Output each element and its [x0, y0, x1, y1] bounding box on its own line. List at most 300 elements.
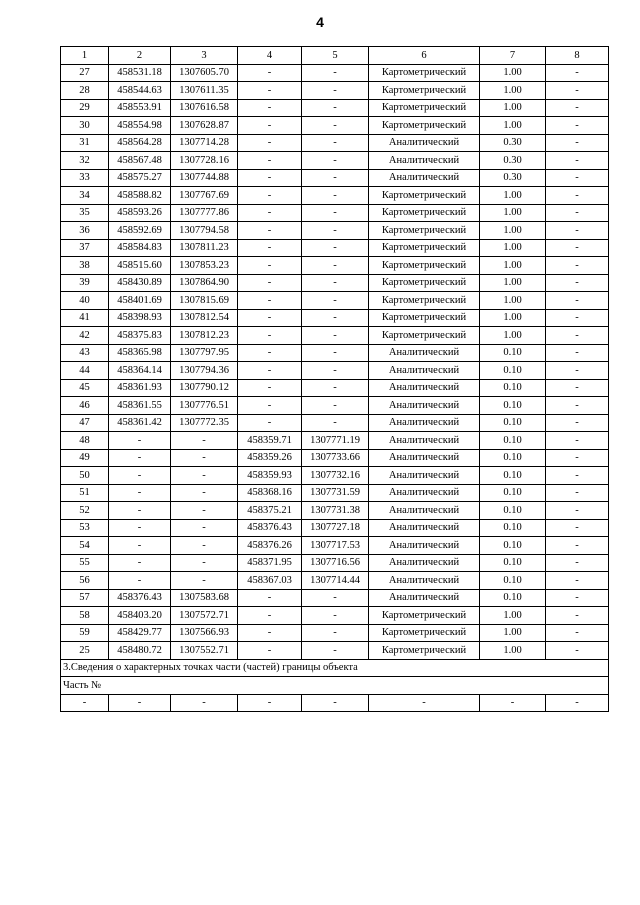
table-cell: 53	[61, 519, 109, 537]
table-cell: -	[238, 99, 302, 117]
table-cell: Картометрический	[369, 257, 480, 275]
table-cell: 1307566.93	[171, 624, 238, 642]
table-cell: 33	[61, 169, 109, 187]
table-cell: Аналитический	[369, 467, 480, 485]
table-cell: 458375.21	[238, 502, 302, 520]
section3-heading-row	[61, 659, 609, 677]
table-cell: 1307797.95	[171, 344, 238, 362]
table-cell: 1.00	[480, 274, 546, 292]
table-cell: 29	[61, 99, 109, 117]
table-cell: -	[546, 274, 609, 292]
table-cell: 1307552.71	[171, 642, 238, 660]
table-cell: 0.10	[480, 397, 546, 415]
table-row	[61, 309, 609, 327]
table-cell: 458371.95	[238, 554, 302, 572]
table-cell: Аналитический	[369, 152, 480, 170]
table-cell: Картометрический	[369, 642, 480, 660]
table-cell: 1307727.18	[302, 519, 369, 537]
table-cell: -	[546, 99, 609, 117]
table-cell: -	[546, 292, 609, 310]
table-cell: 44	[61, 362, 109, 380]
table-cell: -	[302, 134, 369, 152]
table-cell: -	[171, 432, 238, 450]
table-row	[61, 82, 609, 100]
table-cell: -	[109, 502, 171, 520]
table-cell: Картометрический	[369, 117, 480, 135]
table-cell: -	[302, 397, 369, 415]
table-cell: 1307728.16	[171, 152, 238, 170]
table-cell: 0.10	[480, 519, 546, 537]
table-cell: 1.00	[480, 204, 546, 222]
table-cell: -	[302, 257, 369, 275]
table-cell: Аналитический	[369, 449, 480, 467]
table-row	[61, 572, 609, 590]
table-cell: 0.10	[480, 449, 546, 467]
header-row	[61, 47, 609, 65]
table-cell: 0.10	[480, 432, 546, 450]
table-cell: -	[171, 694, 238, 712]
table-cell: 458368.16	[238, 484, 302, 502]
table-row	[61, 134, 609, 152]
table-cell: -	[546, 362, 609, 380]
table-cell: 1307771.19	[302, 432, 369, 450]
table-cell: Аналитический	[369, 537, 480, 555]
table-cell: 1.00	[480, 64, 546, 82]
table-row	[61, 204, 609, 222]
table-cell: 1307767.69	[171, 187, 238, 205]
table-cell: 1307777.86	[171, 204, 238, 222]
table-cell: -	[238, 82, 302, 100]
table-cell: -	[546, 589, 609, 607]
table-cell: 1.00	[480, 82, 546, 100]
table-cell: Картометрический	[369, 607, 480, 625]
table-cell: -	[238, 589, 302, 607]
table-cell: 54	[61, 537, 109, 555]
table-cell: -	[238, 397, 302, 415]
table-cell: 1.00	[480, 239, 546, 257]
table-cell: 458584.83	[109, 239, 171, 257]
table-cell: 458376.43	[238, 519, 302, 537]
table-row	[61, 432, 609, 450]
section3-body	[61, 659, 609, 712]
table-row	[61, 187, 609, 205]
table-row	[61, 257, 609, 275]
table-cell: -	[238, 344, 302, 362]
table-cell: 59	[61, 624, 109, 642]
table-cell: -	[302, 82, 369, 100]
table-cell: 458376.26	[238, 537, 302, 555]
table-cell: -	[171, 449, 238, 467]
table-cell: -	[109, 484, 171, 502]
table-cell: Аналитический	[369, 362, 480, 380]
column-header: 5	[302, 47, 369, 65]
table-cell: 0.30	[480, 152, 546, 170]
table-cell: 458365.98	[109, 344, 171, 362]
table-cell: 28	[61, 82, 109, 100]
table-cell: -	[546, 257, 609, 275]
table-cell: 39	[61, 274, 109, 292]
column-header: 4	[238, 47, 302, 65]
table-cell: 34	[61, 187, 109, 205]
table-cell: 0.10	[480, 554, 546, 572]
table-cell: 1.00	[480, 187, 546, 205]
table-row	[61, 502, 609, 520]
table-cell: 41	[61, 309, 109, 327]
table-cell: 1307794.36	[171, 362, 238, 380]
table-cell: Аналитический	[369, 502, 480, 520]
table-cell: -	[546, 484, 609, 502]
table-cell: Аналитический	[369, 572, 480, 590]
table-cell: 458361.42	[109, 414, 171, 432]
table-cell: 458564.28	[109, 134, 171, 152]
table-cell: 458361.55	[109, 397, 171, 415]
table-cell: 458575.27	[109, 169, 171, 187]
table-cell: 0.10	[480, 414, 546, 432]
table-cell: 47	[61, 414, 109, 432]
table-cell: -	[238, 694, 302, 712]
table-cell: 0.10	[480, 572, 546, 590]
table-cell: -	[546, 642, 609, 660]
table-cell: 31	[61, 134, 109, 152]
table-cell: 1307714.44	[302, 572, 369, 590]
table-cell: Аналитический	[369, 397, 480, 415]
table-cell: Аналитический	[369, 519, 480, 537]
table-cell: 458359.93	[238, 467, 302, 485]
table-cell: -	[546, 327, 609, 345]
table-cell: 458544.63	[109, 82, 171, 100]
table-cell: 458429.77	[109, 624, 171, 642]
table-cell: 1307772.35	[171, 414, 238, 432]
table-cell: 458359.71	[238, 432, 302, 450]
table-cell: 0.10	[480, 589, 546, 607]
table-cell: Аналитический	[369, 169, 480, 187]
table-cell: 1307794.58	[171, 222, 238, 240]
table-cell: 1307812.54	[171, 309, 238, 327]
table-cell: -	[546, 397, 609, 415]
table-cell: 458364.14	[109, 362, 171, 380]
table-cell: -	[546, 432, 609, 450]
column-header: 2	[109, 47, 171, 65]
table-cell: -	[238, 309, 302, 327]
table-row	[61, 519, 609, 537]
table-cell: -	[109, 694, 171, 712]
table-cell: -	[546, 222, 609, 240]
table-cell: 1.00	[480, 624, 546, 642]
table-cell: -	[302, 204, 369, 222]
table-cell: 27	[61, 64, 109, 82]
table-cell: 0.10	[480, 344, 546, 362]
table-cell: -	[546, 152, 609, 170]
table-cell: -	[546, 572, 609, 590]
table-cell: 1307628.87	[171, 117, 238, 135]
table-cell: 458401.69	[109, 292, 171, 310]
table-cell: -	[302, 589, 369, 607]
table-cell: -	[238, 327, 302, 345]
table-row	[61, 362, 609, 380]
table-cell: 1307732.16	[302, 467, 369, 485]
table-cell: 458567.48	[109, 152, 171, 170]
column-header: 8	[546, 47, 609, 65]
table-cell: 52	[61, 502, 109, 520]
table-cell: -	[238, 257, 302, 275]
table-cell: -	[302, 292, 369, 310]
table-cell: 1.00	[480, 222, 546, 240]
table-cell: 25	[61, 642, 109, 660]
table-cell: -	[546, 467, 609, 485]
table-cell: 458359.26	[238, 449, 302, 467]
table-cell: 48	[61, 432, 109, 450]
table-cell: -	[238, 152, 302, 170]
table-cell: 46	[61, 397, 109, 415]
table-row	[61, 117, 609, 135]
table-cell: Картометрический	[369, 239, 480, 257]
table-cell: -	[302, 239, 369, 257]
table-row	[61, 467, 609, 485]
table-cell: -	[302, 327, 369, 345]
section3-data-row	[61, 694, 609, 712]
table-cell: -	[546, 239, 609, 257]
table-cell: -	[546, 554, 609, 572]
table-cell: Картометрический	[369, 64, 480, 82]
table-row	[61, 484, 609, 502]
table-cell: -	[546, 187, 609, 205]
table-cell: 458430.89	[109, 274, 171, 292]
table-row	[61, 624, 609, 642]
table-cell: 1307812.23	[171, 327, 238, 345]
table-cell: -	[302, 344, 369, 362]
table-cell: -	[546, 414, 609, 432]
table-cell: -	[171, 467, 238, 485]
column-header: 1	[61, 47, 109, 65]
column-header: 3	[171, 47, 238, 65]
table-cell: 458592.69	[109, 222, 171, 240]
table-cell: -	[546, 344, 609, 362]
table-row	[61, 449, 609, 467]
table-cell: -	[546, 519, 609, 537]
table-cell: -	[302, 274, 369, 292]
table-cell: Картометрический	[369, 222, 480, 240]
table-cell: -	[171, 519, 238, 537]
table-row	[61, 537, 609, 555]
table-cell: -	[171, 572, 238, 590]
table-cell: Картометрический	[369, 82, 480, 100]
table-cell: Аналитический	[369, 432, 480, 450]
table-row	[61, 344, 609, 362]
table-cell: -	[302, 694, 369, 712]
table-cell: -	[302, 169, 369, 187]
table-cell: 49	[61, 449, 109, 467]
table-cell: -	[302, 624, 369, 642]
table-cell: -	[238, 204, 302, 222]
table-cell: -	[109, 519, 171, 537]
table-cell: 38	[61, 257, 109, 275]
table-cell: -	[302, 117, 369, 135]
table-cell: 1307853.23	[171, 257, 238, 275]
table-cell: -	[302, 362, 369, 380]
table-cell: -	[546, 134, 609, 152]
table-cell: 1307716.56	[302, 554, 369, 572]
table-cell: -	[546, 502, 609, 520]
table-cell: 1.00	[480, 327, 546, 345]
table-cell: Аналитический	[369, 414, 480, 432]
table-row	[61, 152, 609, 170]
table-cell: 1307717.53	[302, 537, 369, 555]
table-cell: 458361.93	[109, 379, 171, 397]
table-cell: 0.10	[480, 537, 546, 555]
table-cell: -	[238, 292, 302, 310]
table-cell: 1307583.68	[171, 589, 238, 607]
table-cell: Аналитический	[369, 379, 480, 397]
table-cell: 0.10	[480, 484, 546, 502]
table-cell: -	[109, 467, 171, 485]
column-header: 7	[480, 47, 546, 65]
table-cell: -	[238, 64, 302, 82]
table-cell: 57	[61, 589, 109, 607]
table-cell: -	[546, 449, 609, 467]
table-cell: -	[302, 607, 369, 625]
table-cell: -	[480, 694, 546, 712]
table-cell: 0.10	[480, 379, 546, 397]
table-cell: 0.10	[480, 502, 546, 520]
table-cell: -	[546, 624, 609, 642]
table-row	[61, 292, 609, 310]
table-cell: 1307811.23	[171, 239, 238, 257]
table-cell: -	[171, 537, 238, 555]
table-cell: -	[302, 309, 369, 327]
table-body	[61, 47, 609, 660]
table-cell: -	[109, 537, 171, 555]
table-cell: -	[546, 309, 609, 327]
table-row	[61, 397, 609, 415]
table-cell: -	[369, 694, 480, 712]
table-cell: Аналитический	[369, 589, 480, 607]
table-cell: -	[546, 379, 609, 397]
table-cell: -	[238, 117, 302, 135]
table-row	[61, 64, 609, 82]
table-cell: 458403.20	[109, 607, 171, 625]
table-cell: -	[302, 99, 369, 117]
table-cell: Аналитический	[369, 134, 480, 152]
table-row	[61, 239, 609, 257]
table-cell: -	[238, 222, 302, 240]
table-cell: 43	[61, 344, 109, 362]
table-row	[61, 169, 609, 187]
table-cell: 458553.91	[109, 99, 171, 117]
table-cell: 42	[61, 327, 109, 345]
table-cell: -	[546, 204, 609, 222]
table-cell: 0.30	[480, 169, 546, 187]
table-cell: 1307776.51	[171, 397, 238, 415]
table-cell: -	[109, 572, 171, 590]
table-cell: -	[546, 117, 609, 135]
table-cell: Аналитический	[369, 344, 480, 362]
table-cell: 458376.43	[109, 589, 171, 607]
table-cell: 458375.83	[109, 327, 171, 345]
table-cell: 51	[61, 484, 109, 502]
table-cell: -	[171, 554, 238, 572]
table-cell: -	[546, 82, 609, 100]
table-cell: Картометрический	[369, 274, 480, 292]
table-row	[61, 274, 609, 292]
table-cell: Картометрический	[369, 99, 480, 117]
table-cell: 0.10	[480, 362, 546, 380]
table-cell: -	[546, 537, 609, 555]
table-row	[61, 379, 609, 397]
table-row	[61, 554, 609, 572]
table-cell: -	[302, 222, 369, 240]
part-label-row	[61, 677, 609, 695]
table-cell: 1.00	[480, 117, 546, 135]
table-cell: 36	[61, 222, 109, 240]
table-cell: -	[171, 484, 238, 502]
table-cell: -	[109, 554, 171, 572]
table-cell: 1307744.88	[171, 169, 238, 187]
table-cell: Картометрический	[369, 187, 480, 205]
table-cell: -	[61, 694, 109, 712]
table-cell: 458593.26	[109, 204, 171, 222]
table-cell: -	[171, 502, 238, 520]
table-cell: 1307731.59	[302, 484, 369, 502]
table-cell: -	[302, 379, 369, 397]
table-cell: 1307733.66	[302, 449, 369, 467]
table-cell: Картометрический	[369, 327, 480, 345]
table-cell: 1307572.71	[171, 607, 238, 625]
table-cell: -	[546, 607, 609, 625]
table-cell: -	[302, 642, 369, 660]
table-cell: -	[546, 64, 609, 82]
table-cell: Аналитический	[369, 484, 480, 502]
table-row	[61, 327, 609, 345]
table-cell: 458398.93	[109, 309, 171, 327]
table-cell: 458515.60	[109, 257, 171, 275]
table-cell: 458531.18	[109, 64, 171, 82]
table-cell: 1.00	[480, 99, 546, 117]
section3-heading: 3.Сведения о характерных точках части (частей) границы объекта	[61, 659, 609, 677]
table-cell: -	[302, 414, 369, 432]
table-row	[61, 222, 609, 240]
table-cell: 458480.72	[109, 642, 171, 660]
table-cell: 458554.98	[109, 117, 171, 135]
boundary-points-table	[60, 46, 609, 712]
table-cell: -	[546, 694, 609, 712]
table-cell: -	[546, 169, 609, 187]
table-cell: -	[109, 449, 171, 467]
table-cell: 458588.82	[109, 187, 171, 205]
table-cell: -	[302, 64, 369, 82]
table-cell: 35	[61, 204, 109, 222]
table-cell: 45	[61, 379, 109, 397]
table-cell: -	[238, 187, 302, 205]
column-header: 6	[369, 47, 480, 65]
table-cell: -	[109, 432, 171, 450]
table-cell: 1307714.28	[171, 134, 238, 152]
table-row	[61, 607, 609, 625]
table-cell: 1.00	[480, 309, 546, 327]
table-row	[61, 99, 609, 117]
table-cell: 37	[61, 239, 109, 257]
table-cell: 40	[61, 292, 109, 310]
part-number-label: Часть №	[61, 677, 609, 695]
table-cell: -	[238, 362, 302, 380]
table-row	[61, 642, 609, 660]
table-row	[61, 414, 609, 432]
table-cell: -	[238, 239, 302, 257]
table-row	[61, 589, 609, 607]
table-cell: -	[238, 414, 302, 432]
table-cell: Картометрический	[369, 624, 480, 642]
table-cell: -	[238, 274, 302, 292]
table-cell: 1307864.90	[171, 274, 238, 292]
